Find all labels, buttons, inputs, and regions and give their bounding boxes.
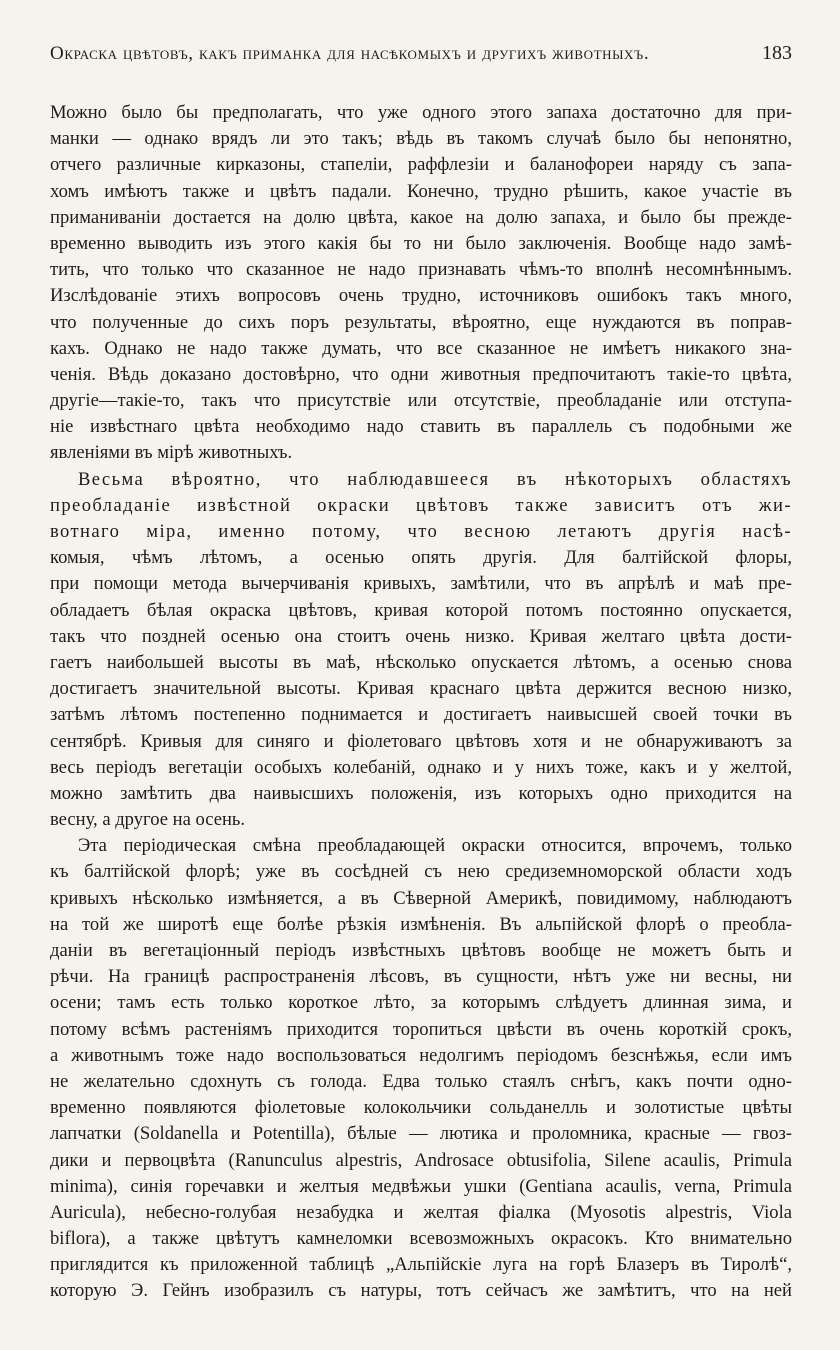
text-line: кривыхъ нѣсколько измѣняется, а въ Сѣверной Америкѣ, повидимому, наблюдаютъ [50, 887, 792, 909]
text-line: Эта періодическая смѣна преобладающей окраски относится, впрочемъ, только [78, 835, 792, 857]
text-line: отчего различные кирказоны, стапеліи, раффлезіи и баланофореи наряду съ запа- [50, 154, 792, 176]
text-line: хомъ имѣютъ также и цвѣтъ падали. Конечно, трудно рѣшить, какое участіе въ [50, 180, 792, 202]
text-line: minima), синія горечавки и желтыя медвѣжьи ушки (Gentiana acaulis, verna, Primula [50, 1175, 792, 1197]
text-line: ніе извѣстнаго цвѣта необходимо надо ставить въ параллель съ подобными же [50, 416, 792, 438]
text-line: а животнымъ тоже надо воспользоваться недолгимъ періодомъ безснѣжья, если имъ [50, 1044, 792, 1066]
text-line: манки — однако врядъ ли это такъ; вѣдь въ такомъ случаѣ было бы непонятно, [50, 128, 792, 150]
text-line: лапчатки (Soldanella и Potentilla), бѣлые — лютика и проломника, красные — гвоз- [50, 1123, 792, 1145]
text-line: можно замѣтить два наивысшихъ положенія, изъ которыхъ одно приходится на [50, 782, 792, 804]
text-line: приманиваніи достается на долю цвѣта, какое на долю запаха, и было бы прежде- [50, 206, 792, 228]
text-line: потому всѣмъ растеніямъ приходится торопиться цвѣсти въ очень короткій срокъ, [50, 1018, 792, 1040]
text-line: сентябрѣ. Кривыя для синяго и фіолетоваго цвѣтовъ хотя и не обнаруживаютъ за [50, 730, 792, 752]
text-line: Изслѣдованіе этихъ вопросовъ очень трудно, источниковъ ошибокъ такъ много, [50, 285, 792, 307]
text-line: Можно было бы предполагать, что уже одного этого запаха достаточно для при- [50, 102, 792, 123]
text-line: не желательно сдохнуть съ голода. Едва только стаялъ снѣгъ, какъ почти одно- [50, 1070, 792, 1092]
text-line: преобладаніе извѣстной окраски цвѣтовъ также зависитъ отъ жи- [50, 494, 792, 516]
text-line: другіе—такіе-то, такъ что присутствіе или отсутствіе, преобладаніе или отступа- [50, 390, 792, 412]
text-line: Auricula), небесно-голубая незабудка и желтая фіалка (Myosotis alpestris, Viola [50, 1201, 792, 1223]
page-number: 183 [762, 42, 792, 64]
text-line: biflora), а также цвѣтутъ камнеломки всевозможныхъ окрасокъ. Кто внимательно [50, 1228, 792, 1250]
text-line: комыя, чѣмъ лѣтомъ, а осенью опять другія. Для балтійской флоры, [50, 547, 792, 569]
text-line: при помощи метода вычерчиванія кривыхъ, замѣтили, что въ апрѣлѣ и маѣ пре- [50, 573, 792, 595]
text-line: временно появляются фіолетовые колокольчики сольданелль и золотистые цвѣты [50, 1097, 792, 1119]
text-line: осени; тамъ есть только короткое лѣто, за которымъ слѣдуетъ длинная зима, и [50, 992, 792, 1014]
text-line: даніи въ вегетаціонный періодъ извѣстныхъ цвѣтовъ вообще не можетъ быть и [50, 940, 792, 961]
text-line: затѣмъ лѣтомъ постепенно поднимается и достигаетъ наивысшей своей точки въ [50, 704, 792, 726]
running-head: Окраска цвѣтовъ, какъ приманка для насѣкомыхъ и другихъ животныхъ. [50, 43, 650, 64]
text-line: что полученные до сихъ поръ результаты, вѣроятно, еще нуждаются въ поправ- [50, 311, 792, 333]
text-line: кахъ. Однако не надо также думать, что все сказанное не имѣетъ никакого зна- [50, 337, 792, 359]
text-line: ченія. Вѣдь доказано достовѣрно, что одни животныя предпочитаютъ такіе-то цвѣта, [50, 363, 792, 385]
text-line: приглядится къ приложенной таблицѣ „Альпійскіе луга на горѣ Блазеръ въ Тиролѣ“, [50, 1254, 792, 1276]
text-line: дики и первоцвѣта (Ranunculus alpestris, Androsace obtusifolia, Silene acaulis, Primula [50, 1149, 792, 1171]
page-header [50, 42, 792, 74]
text-line: такъ что поздней осенью она стоитъ очень низко. Кривая желтаго цвѣта дости- [50, 625, 792, 647]
text-line: весну, а другое на осень. [50, 809, 246, 831]
text-line: Весьма вѣроятно, что наблюдавшееся въ нѣкоторыхъ областяхъ [78, 468, 792, 490]
text-line: временно выводить изъ этого какія бы то ни было заключенія. Вообще надо замѣ- [50, 232, 792, 254]
text-line: на той же широтѣ еще болѣе рѣзкія измѣненія. Въ альпійской флорѣ о преобла- [50, 913, 792, 935]
text-line: гаетъ наибольшей высоты въ маѣ, нѣсколько опускается лѣтомъ, а осенью снова [50, 651, 792, 673]
text-line: рѣчи. На границѣ распространенія лѣсовъ, въ сущности, нѣтъ уже ни весны, ни [50, 966, 792, 988]
text-line: достигаетъ значительной высоты. Кривая краснаго цвѣта держится весною низко, [50, 678, 792, 700]
text-line: къ балтійской флорѣ; уже въ сосѣдней съ нею средиземноморской области ходъ [50, 861, 792, 883]
text-line: которую Э. Гейнъ изобразилъ съ натуры, тотъ сейчасъ же замѣтитъ, что на ней [50, 1280, 792, 1302]
text-line: обладаетъ бѣлая окраска цвѣтовъ, кривая которой потомъ постоянно опускается, [50, 599, 792, 621]
text-line: тить, что только что сказанное не надо признавать чѣмъ-то вполнѣ несомнѣннымъ. [50, 259, 792, 281]
text-line: явленіями въ мірѣ животныхъ. [50, 442, 293, 464]
text-line: вотнаго міра, именно потому, что весною летаютъ другія насѣ- [50, 521, 792, 542]
text-line: весь періодъ вегетаціи особыхъ колебаній, однако и у нихъ тоже, какъ и у желтой, [50, 756, 792, 778]
body-text [50, 100, 792, 1305]
